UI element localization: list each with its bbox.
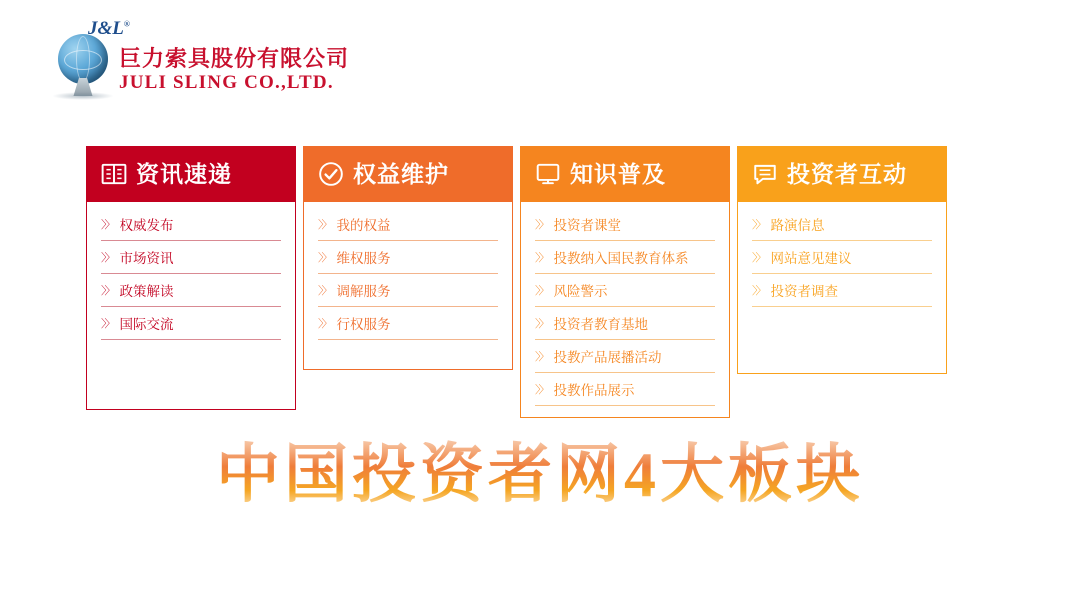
card-news [86,146,296,410]
chevron-right-icon: 〉〉 [752,252,765,264]
card-knowledge-title: 知识普及 [570,160,666,187]
link-label: 风险警示 [553,284,608,299]
logo-wordmark-text: J&L [88,18,124,39]
chevron-right-icon: 〉〉 [535,318,548,330]
link-item[interactable] [535,208,715,241]
link-label: 政策解读 [119,284,174,299]
card-rights-header [304,146,512,202]
speech-lines-icon [752,161,778,187]
link-label: 国际交流 [119,317,174,332]
link-label: 投资者教育基地 [553,317,648,332]
chevron-right-icon: 〉〉 [535,384,548,396]
card-interaction [737,146,947,374]
chevron-right-icon: 〉〉 [752,285,765,297]
chevron-right-icon: 〉〉 [535,252,548,264]
chevron-right-icon: 〉〉 [535,351,548,363]
link-item[interactable] [535,340,715,373]
chevron-right-icon: 〉〉 [318,252,331,264]
globe-shadow [52,92,114,100]
link-label: 网站意见建议 [770,251,852,266]
link-label: 维权服务 [336,251,391,266]
link-item[interactable] [535,241,715,274]
card-interaction-header [738,146,946,202]
company-name-en: JULI SLING CO.,LTD. [119,72,334,93]
card-interaction-title: 投资者互动 [787,160,907,187]
link-item[interactable] [318,307,498,340]
card-knowledge-header [521,146,729,202]
link-label: 投教产品展播活动 [553,350,662,365]
globe-sphere [58,34,108,84]
card-news-title: 资讯速递 [136,160,232,187]
book-icon [101,161,127,187]
card-interaction-links [738,202,946,317]
link-item[interactable] [101,208,281,241]
link-label: 投资者课堂 [553,218,621,233]
link-item[interactable] [752,274,932,307]
link-item[interactable] [318,208,498,241]
chevron-right-icon: 〉〉 [101,318,114,330]
chevron-right-icon: 〉〉 [535,219,548,231]
link-item[interactable] [101,307,281,340]
link-item[interactable] [318,241,498,274]
section-cards [86,146,994,418]
link-item[interactable] [318,274,498,307]
link-item[interactable] [752,208,932,241]
card-rights-title: 权益维护 [353,160,449,187]
chevron-right-icon: 〉〉 [752,219,765,231]
card-news-header [87,146,295,202]
link-item[interactable] [101,274,281,307]
chevron-right-icon: 〉〉 [318,285,331,297]
page-headline: 中国投资者网4大板块 [0,440,1080,510]
link-label: 投资者调查 [770,284,838,299]
link-item[interactable] [535,274,715,307]
link-item[interactable] [101,241,281,274]
link-label: 路演信息 [770,218,825,233]
link-label: 我的权益 [336,218,391,233]
company-header [44,18,464,104]
registered-mark: ® [123,19,130,29]
chevron-right-icon: 〉〉 [101,219,114,231]
link-label: 行权服务 [336,317,391,332]
link-item[interactable] [535,307,715,340]
monitor-icon [535,161,561,187]
chevron-right-icon: 〉〉 [318,219,331,231]
card-knowledge-links [521,202,729,416]
link-item[interactable] [535,373,715,406]
link-label: 投教纳入国民教育体系 [553,251,689,266]
card-knowledge [520,146,730,418]
check-shield-icon [318,161,344,187]
card-rights-links [304,202,512,350]
chevron-right-icon: 〉〉 [101,252,114,264]
link-label: 调解服务 [336,284,391,299]
logo-wordmark [88,18,130,40]
chevron-right-icon: 〉〉 [101,285,114,297]
link-label: 投教作品展示 [553,383,635,398]
card-news-links [87,202,295,350]
chevron-right-icon: 〉〉 [535,285,548,297]
globe-logo-icon [44,32,122,98]
company-name-cn: 巨力索具股份有限公司 [119,46,350,71]
link-label: 市场资讯 [119,251,174,266]
chevron-right-icon: 〉〉 [318,318,331,330]
card-rights [303,146,513,370]
link-item[interactable] [752,241,932,274]
link-label: 权威发布 [119,218,174,233]
